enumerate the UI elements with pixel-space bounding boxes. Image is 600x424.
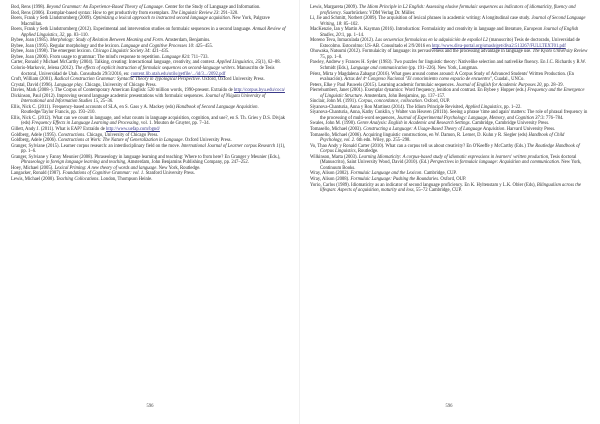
reference-title: Lexical Priming: A new theory of words and language bbox=[54, 165, 157, 171]
reference-text: . Saarbrücken: VDM Verlag Dr. Müller. bbox=[340, 10, 416, 16]
reference-title: Applied Linguistics bbox=[465, 104, 502, 110]
reference-entry bbox=[11, 177, 289, 183]
reference-text: Croft, William (2001). bbox=[11, 77, 55, 83]
reference-text: Siyanova-Chanturia, Anna y Ron Martinez (2014). The Idiom Principle Revisited, bbox=[310, 104, 466, 110]
reference-entry bbox=[310, 88, 588, 99]
reference-text: Wray, Alison (2008). bbox=[310, 176, 351, 182]
reference-text: . New York, Palgrave Macmillan. bbox=[21, 16, 270, 27]
reference-entry bbox=[11, 94, 289, 105]
reference-text: Goldberg, Adele (2006). bbox=[11, 138, 58, 144]
reference-text: Li, Jie and Schmitt, Norbert (2009). The acquisition of lexical phrases in academic writing: A longitudinal case study. bbox=[310, 16, 532, 22]
reference-text: (1), pp. 1–6. bbox=[21, 143, 286, 155]
reference-text: : 421–435. bbox=[149, 49, 170, 55]
reference-text: (manuscrito) Tesis de doctorado, Universidad de Estocolmo. Estocolmo: US-AB. Consultado el 2/9/2016 en bbox=[320, 38, 581, 49]
reference-entry bbox=[310, 5, 588, 16]
reference-entry bbox=[310, 49, 588, 60]
reference-text: . Routledge/Taylor Francis, pp. 193–210. bbox=[21, 104, 259, 116]
reference-text: , Routledge. bbox=[355, 149, 379, 155]
reference-text: , 25–36. bbox=[98, 99, 114, 105]
reference-text: , vol. 1. Mouton de Gruyter, pp. 7–34. bbox=[138, 121, 210, 127]
reference-text: Colorio-Markovic, Jelena (2012). bbox=[11, 66, 76, 72]
reference-entry bbox=[11, 116, 289, 127]
reference-link[interactable]: http://www.uefap.com/bgnd/ bbox=[106, 127, 160, 133]
reference-entry bbox=[310, 60, 588, 71]
reference-text: . Amsterdam, John Benjamins, pp. 137–157. bbox=[362, 93, 446, 99]
reference-text: . London, Thompson Heinle. bbox=[98, 176, 153, 182]
reference-title: Las secuencias formulaicas en la adquisición de español L2 bbox=[375, 38, 488, 44]
page-number-left: 596 bbox=[146, 404, 154, 409]
reference-text: Granger, Sylviane (2015). Learner corpus research: an interdisciplinary field on the move. bbox=[11, 143, 182, 149]
reference-text: Boers, Frank y Seth Lindstromberg (2012). Experimental and intervention studies on formulaic sequences in a second language. bbox=[11, 27, 253, 33]
reference-title: Formulaic Language and the Lexicon bbox=[350, 171, 422, 177]
reference-text: . Oxford University Press. bbox=[182, 138, 232, 144]
reference-entry bbox=[310, 72, 588, 83]
reference-text: . New York, Routledge. bbox=[156, 165, 201, 171]
reference-text: . Chicago, University of Chicago Press. bbox=[84, 132, 159, 138]
reference-text: Langacker, Ronald (1987). bbox=[11, 171, 63, 177]
reference-text: , pp. 1–22. bbox=[501, 104, 522, 110]
reference-text: Boers, Frank y Seth Lindstromberg (2009). bbox=[11, 16, 94, 22]
reference-title: Frequency and the Emergence of Linguistic Structure bbox=[320, 88, 585, 99]
reference-text: :3: 776–784. bbox=[539, 115, 564, 121]
reference-title: Learning Idiomaticity: A corpus-based study of idiomatic expressions in learners' written production bbox=[358, 154, 549, 160]
reference-text: . Stanford University Press. bbox=[143, 171, 195, 177]
reference-text: : 85–102. bbox=[341, 21, 359, 27]
reference-text: Bod, Rens (2006). Exemplar-based syntax: How to get productivity from exemplars. bbox=[11, 10, 171, 16]
reference-text: : 425–455. bbox=[192, 43, 214, 49]
reference-text: Carter, Ronald y Michael McCarthy (2004). Talking, creating: Interactional language, creativity, and context. bbox=[11, 60, 217, 66]
reference-link[interactable]: http://corpus.byu.edu/coca/ bbox=[233, 88, 285, 94]
reference-entry bbox=[310, 183, 588, 194]
reference-text: Sinclair, John M. (1991). bbox=[310, 99, 359, 105]
reference-title: Handbook of Child Psychology, vol. 2 bbox=[320, 132, 565, 144]
reference-title: Language play bbox=[54, 82, 83, 88]
reference-text: . Oxford, OUP. bbox=[438, 176, 467, 182]
reference-text: Swales, John M. (1990). bbox=[310, 121, 358, 127]
reference-text: (pp. 191–226). New York, Longman. bbox=[407, 66, 479, 72]
reference-entry bbox=[310, 144, 588, 155]
page-gutter bbox=[299, 0, 300, 424]
reference-title: Perspectives in formulaic language: Acquisition and communication bbox=[430, 160, 559, 166]
reference-text: Wray, Alison (2002). bbox=[310, 171, 351, 177]
reference-text: , Amsterdam, John Benjamins Publishing Company, pp. 247–252. bbox=[125, 160, 249, 166]
reference-entry bbox=[11, 105, 289, 116]
reference-title: The Linguistic Review 23 bbox=[170, 10, 219, 16]
reference-title: Language and communication bbox=[350, 66, 408, 72]
reference-text: Wilkinson, Marta (2003). bbox=[310, 154, 359, 160]
reference-text: Tomasello, Michael (2003). bbox=[310, 127, 364, 133]
reference-text: Pierrehumbert, Janet (2001). Exemplar dynamics: Word frequency, lenition and contrast. En Bybee y Hopper (eds.) bbox=[310, 88, 528, 94]
page-number-right: 596 bbox=[445, 404, 453, 409]
reference-title: Actas del 4º Congreso Nacional "El conocimiento como espacio de encuentro" bbox=[344, 77, 492, 83]
reference-text: Dickinson, Paul (2012). Improving second language academic presentations with formulaic sequences. bbox=[11, 93, 206, 99]
reference-text: Vo, Thao Andy y Ronald Carter (2010). What can a corpus tell us about creativity? En O'Keeffe y McCarthy (Eds.) bbox=[310, 143, 527, 149]
reference-text: . Center for the Study of Language and Information. bbox=[162, 5, 261, 10]
reference-title: Bilingualism across the lifespan: Aspects of acquisition, maturity and loss bbox=[320, 182, 582, 194]
reference-entry bbox=[310, 133, 588, 144]
reference-text: Bod, Rens (1998). bbox=[11, 5, 47, 10]
reference-entry bbox=[310, 16, 588, 27]
reference-text: , 55–72 Cambridge, CUP. bbox=[413, 188, 462, 194]
reference-text: Siyanova-Chanturia, Anna, Kathy Conklin, y Walter van Heuven (2011b). Seeing a phrase 'time and again' matters: The role of phrasal frequency in the processing of multi-word sequences, bbox=[310, 110, 588, 121]
reference-text: Ellis, Nick C. (2012). What can we count in language, and what counts in language acquisition, cognition, and use?, en S. Th. Gries y D.S. Divjak (eds) bbox=[11, 115, 285, 127]
reference-entry bbox=[310, 155, 588, 172]
reference-text: 75, pp. 1–8. bbox=[320, 54, 343, 60]
reference-text: , pp. 83–110. bbox=[64, 32, 89, 38]
reference-entry bbox=[11, 66, 289, 77]
reference-text: Tomasello, Michael (2006). Acquiring linguistic constructions, en W. Damon, R. Lerner, D. Kuhn y R. Siegler (eds) bbox=[310, 132, 529, 138]
reference-entry bbox=[310, 27, 588, 38]
reference-text: Gillett, Andy J. (2011). What is EAP? Extraído de bbox=[11, 127, 107, 133]
reference-text: Granger, Sylviane y Fanny Meunier (2008). Phraseology in language learning and teaching: Where to from here? En Granger y Meunier (Eds.), bbox=[11, 154, 281, 160]
reference-text: Pérez, Mirta y Magdalena Zabagut (2016). What goes around comes around: A Corpus Study of Advanced Students' Written Production. (En evaluación). bbox=[310, 71, 574, 83]
reference-entry bbox=[310, 38, 588, 49]
reference-text: :1, pp. 1–14. bbox=[340, 32, 365, 38]
reference-title: Applied Linguistics, 25 bbox=[216, 60, 261, 66]
reference-text: Crystal, David (1996). bbox=[11, 82, 55, 88]
reference-link[interactable]: http://www.diva-portal.org/smash/get/diva2:513267/FULLTEXT01.pdf bbox=[431, 43, 566, 49]
reference-text: , pp. 28–39. bbox=[541, 82, 564, 88]
right-page bbox=[310, 5, 588, 415]
reference-title: Constructing a Language: A Usage-Based Theory of Language Acquisition bbox=[363, 127, 505, 133]
reference-text: Ellis, Nick C. (2011). Frequency-based accounts of SLA, en S. Gass y A. Mackey (eds) bbox=[11, 104, 177, 110]
reference-entry bbox=[310, 110, 588, 121]
reference-list-right bbox=[310, 5, 588, 194]
reference-text: Davies, Mark (2008–). The Corpus of Contemporary American English: 520 million words, 1990-present. Extraído de bbox=[11, 88, 234, 94]
reference-list-left bbox=[11, 5, 289, 183]
reference-text: . Harvard University Press. bbox=[504, 127, 556, 133]
reference-text: . Cambridge, CUP. bbox=[421, 171, 457, 177]
reference-entry bbox=[11, 144, 289, 155]
reference-text: Peters, Elke y Paul Pauwels (2015). Learning academic formulaic sequences. bbox=[310, 82, 456, 88]
reference-title: Morphology: Study of Relation Between Meaning and Form bbox=[49, 38, 163, 44]
reference-title: Beyond Grammar: An Experience-Based Theory of Language bbox=[46, 5, 163, 10]
reference-entry bbox=[11, 27, 289, 38]
reference-entry bbox=[11, 16, 289, 27]
reference-title: Optimizing a lexical approach to instructed second language acquisition bbox=[93, 16, 230, 22]
reference-text: Ohuwaka, Natsumi (2012). Formulaicity of language: its pervasiveness and the processing advantage in language use. bbox=[310, 49, 533, 55]
reference-text: Moreno Teva, Inmaculada (2012). bbox=[310, 38, 376, 44]
reference-title: Radical Construction Grammar: Syntactic Theory in Typological Perspective bbox=[54, 77, 200, 83]
reference-text: MacKenzie, Ian y Martin A. Kayman (2016). Introduction: Formulaicity and creativity in language and literature, bbox=[310, 27, 524, 33]
reference-title: Constructions at Work: The Nature of Generalization in Language bbox=[57, 138, 183, 144]
reference-text: (1), 62–88. bbox=[260, 60, 281, 66]
reference-text: Pawley, Andrew y Frances H. Syder (1983). Two puzzles for linguistic theory: Nativelike selection and nativelike fluency. En J.C. Richards y R.W. Schmidt (Eds.), bbox=[310, 60, 586, 72]
reference-text: Bybee, Joan (1998). The emergent lexicon. bbox=[11, 49, 93, 55]
reference-text: Bybee, Joan (2006). From usage to grammar: The mind's response to repetition. bbox=[11, 54, 162, 60]
reference-text: Goldberg, Adele (1995). bbox=[11, 132, 58, 138]
reference-text: Lewis, Michael (2000). bbox=[11, 176, 57, 182]
reference-title: Journal of English for Academic Purposes 20 bbox=[455, 82, 542, 88]
reference-title: Phraseology in foreign language learning and teaching bbox=[21, 160, 126, 166]
reference-title: Genre Analysis: English in Academic and Research Settings bbox=[357, 121, 470, 127]
reference-title: International Journal of Learner corpus Research 1 bbox=[181, 143, 279, 149]
reference-link[interactable]: content.lib.utah.edu/utils/getfile/.../id/3.../2092.pdf bbox=[130, 71, 226, 77]
reference-title: The Kyoto University Review bbox=[532, 49, 588, 55]
reference-text: Bybee, Joan (1985). bbox=[11, 38, 50, 44]
reference-title: Foundations of Cognitive Grammar: vol. 1 bbox=[62, 171, 144, 177]
reference-title: Journal of Second Language Writing, 18 bbox=[320, 16, 586, 27]
reference-title: Constructions bbox=[57, 132, 85, 138]
reference-text: Hoey, Michael (2005). bbox=[11, 165, 55, 171]
reference-text: Lewis, Margareta (2009). bbox=[310, 5, 359, 10]
reference-text: . Amsterdam, Benjamins. bbox=[162, 38, 211, 44]
reference-title: Corpus, concordance, collocation bbox=[358, 99, 422, 105]
reference-entry bbox=[11, 155, 289, 166]
reference-text: . New York, Continuum Books. bbox=[320, 160, 582, 171]
reference-title: Language 82 bbox=[161, 54, 187, 60]
reference-title: The Idiom Principle in L2 English: Assessing elusive formulaic sequences as indicators of idiomaticity, fluency and proficiency bbox=[320, 5, 576, 16]
reference-title: Journal of Niigata University of International and Information Studies 15 bbox=[21, 93, 266, 105]
reference-text: . Oxford, Oxford University Press. bbox=[199, 77, 265, 83]
reference-title: Annual Review of Applied Linguistics, 32 bbox=[21, 27, 286, 38]
reference-text: . Chicago, University of Chicago Press. bbox=[82, 82, 157, 88]
reference-text: . 6th edn. Wiley, pp. 255–298. bbox=[354, 138, 411, 144]
reference-title: Journal of Experimental Psychology: Language, Memory, and Cognition 37 bbox=[396, 115, 540, 121]
reference-text: . Oxford, OUP. bbox=[421, 99, 451, 105]
reference-title: Language and Cognitive Processes 10 bbox=[121, 43, 193, 49]
reference-text: . Manuscrito de Tesis doctoral, Universidad de Utah. Consultado 29/3/2016, en: bbox=[21, 66, 275, 77]
left-page bbox=[11, 5, 289, 415]
reference-title: The effects of explicit instruction of formulaic sequences on second-language writers bbox=[75, 66, 235, 72]
reference-text: 4: 711–733. bbox=[186, 54, 209, 60]
reference-title: Chicago Linguistic Society 34 bbox=[92, 49, 150, 55]
reference-title: Frequency Effects in Language Learning and Processing bbox=[31, 121, 139, 127]
reference-text: . Cambridge, Cambridge University Press. bbox=[469, 121, 550, 127]
reference-text: , Cuadal., UNCo. bbox=[491, 77, 525, 83]
reference-title: Teaching Collocations bbox=[56, 176, 99, 182]
reference-title: Handbook of Second Language Acquisition bbox=[176, 104, 258, 110]
reference-text: Bybee, Joan (1995). Regular morphology and the lexicon. bbox=[11, 43, 122, 49]
reference-text: : 291–320. bbox=[218, 10, 239, 16]
reference-title: European Journal of English Studies, 20 bbox=[320, 27, 579, 38]
reference-title: Formulaic Language: Pushing the Boundaries bbox=[350, 176, 439, 182]
reference-text: , Tesis doctoral (Manuscrito), Saint University Wood, David (2010). (Ed.) bbox=[320, 154, 577, 166]
reference-title: The Routledge Handbook of Corpus Linguistics bbox=[320, 143, 580, 155]
reference-text: Yorio, Carlos (1989). Idiomaticity as an indicator of second language proficiency. En K. Hyltenstam y L.K. Obler (Eds), bbox=[310, 182, 537, 188]
